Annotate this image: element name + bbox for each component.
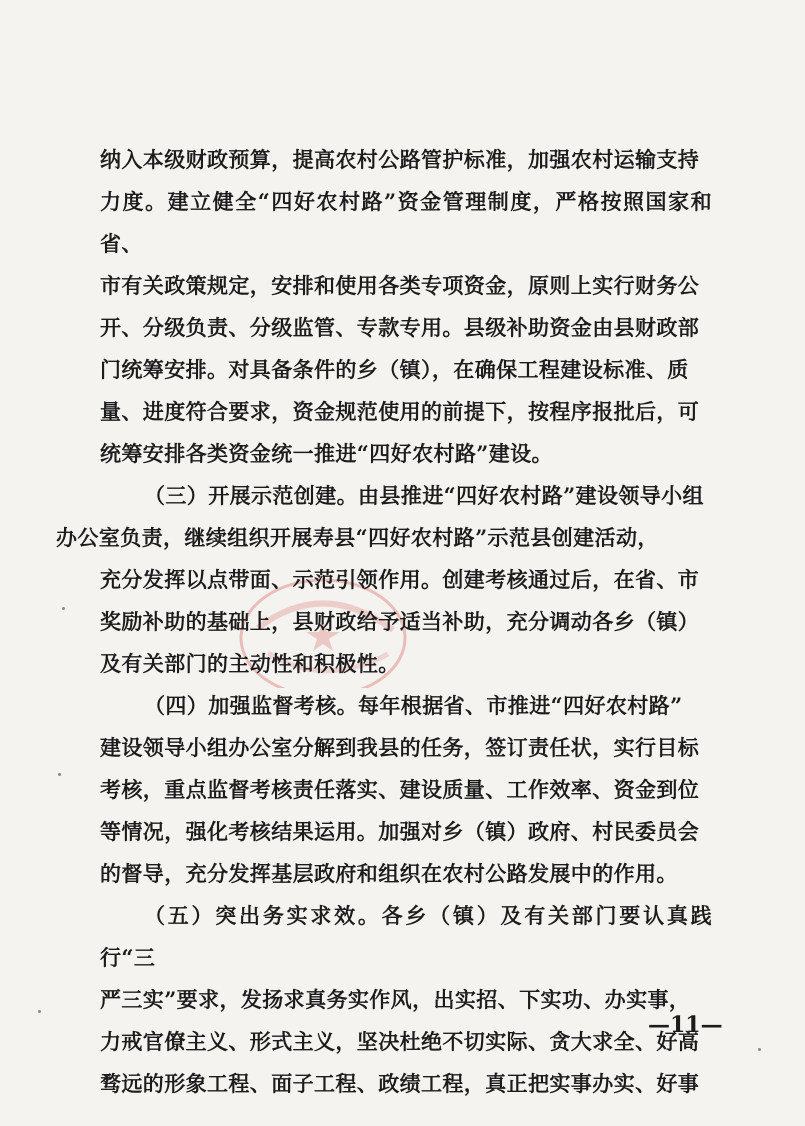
paragraph-supervision xyxy=(100,685,712,895)
text-line: 市有关政策规定，安排和使用各类专项资金，原则上实行财务公 xyxy=(100,273,700,298)
text-line: 建设领导小组办公室分解到我县的任务，签订责任状，实行目标 xyxy=(100,735,700,760)
paragraph-demonstration xyxy=(56,475,712,685)
text-line: 统筹安排各类资金统一推进“四好农村路”建设。 xyxy=(100,441,553,466)
text-line: 门统筹安排。对具备条件的乡（镇），在确保工程建设标准、质 xyxy=(100,357,689,382)
text-line: 奖励补助的基础上，县财政给予适当补助，充分调动各乡（镇） xyxy=(100,609,700,634)
text-line: 每年根据省、市推进“四好农村路” xyxy=(358,693,683,718)
text-line: 开、分级负责、分级监管、专款专用。县级补助资金由县财政部 xyxy=(100,315,700,340)
page-number: —11— xyxy=(648,1012,723,1038)
section-heading: （五）突出务实求效。 xyxy=(144,903,382,928)
scan-speck xyxy=(758,1048,761,1051)
scan-speck xyxy=(38,1010,41,1013)
section-heading: （三）开展示范创建。 xyxy=(144,483,358,508)
text-line: 骛远的形象工程、面子工程、政绩工程，真正把实事办实、好事 xyxy=(100,1071,700,1096)
text-line: 纳入本级财政预算，提高农村公路管护标准，加强农村运输支持 xyxy=(100,147,700,172)
text-line: 充分发挥以点带面、示范引领作用。创建考核通过后，在省、市 xyxy=(100,567,700,592)
text-line: 力戒官僚主义、形式主义，坚决杜绝不切实际、贪大求全、好高 xyxy=(100,1029,700,1054)
text-line: 严三实”要求，发扬求真务实作风，出实招、下实功、办实事， xyxy=(100,987,691,1012)
text-line: 办公室负责，继续组织开展寿县“四好农村路”示范县创建活动， xyxy=(56,525,659,550)
section-heading: （四）加强监督考核。 xyxy=(144,693,358,718)
text-line: 力度。建立健全“四好农村路”资金管理制度，严格按照国家和省、 xyxy=(100,189,712,256)
text-line: 量、进度符合要求，资金规范使用的前提下，按程序报批后，可 xyxy=(100,399,700,424)
text-line: 的督导，充分发挥基层政府和组织在农村公路发展中的作用。 xyxy=(100,861,678,886)
text-line: 各乡（镇）及有关部门要认真践行“三 xyxy=(100,903,712,970)
body-text xyxy=(56,139,712,1105)
text-line: 由县推进“四好农村路”建设领导小组 xyxy=(358,483,704,508)
paragraph-practical xyxy=(100,895,712,1105)
scan-speck xyxy=(58,773,61,776)
scan-speck xyxy=(62,607,65,610)
paragraph-funding xyxy=(100,139,712,475)
text-line: 及有关部门的主动性和积极性。 xyxy=(100,651,400,676)
text-line: 等情况，强化考核结果运用。加强对乡（镇）政府、村民委员会 xyxy=(100,819,700,844)
text-line: 考核，重点监督考核责任落实、建设质量、工作效率、资金到位 xyxy=(100,777,700,802)
